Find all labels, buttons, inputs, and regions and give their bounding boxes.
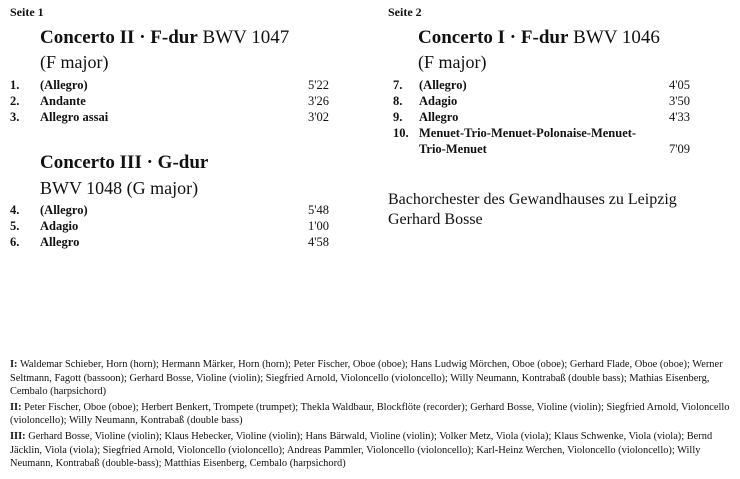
track-title: Andante [40,94,86,108]
concerto-1-subtitle: (F major) [418,52,487,72]
track-title: Allegro assai [40,110,109,124]
track-duration: 5'22 [307,78,329,92]
concerto-3-subtitle: BWV 1048 (G major) [40,178,199,198]
track-duration: 3'50 [668,94,690,108]
concerto-1-title [418,27,660,49]
credits-concerto-3 [10,430,732,471]
track-number: 10. [393,126,409,140]
track-row [10,109,329,125]
orchestra-name: Bachorchester des Gewandhauses zu Leipzig [388,191,677,208]
track-number: 6. [10,235,20,249]
conductor-name: Gerhard Bosse [388,211,483,228]
track-duration: 3'02 [307,110,329,124]
track-title: Adagio [40,219,79,233]
track-duration: 4'58 [307,235,329,249]
performers [388,190,677,230]
concerto-2-title [40,27,289,49]
track-title: Allegro [419,110,459,124]
side2-label: Seite 2 [388,5,422,19]
track-duration: 4'05 [668,78,690,92]
concerto-2-subtitle: (F major) [40,52,109,72]
track-duration: 3'26 [307,94,329,108]
credits-concerto-1 [10,358,732,399]
track-title: Trio-Menuet [419,142,487,156]
concerto-1-tracks [393,77,690,157]
track-duration: 7'09 [668,142,690,156]
track-title: (Allegro) [419,78,467,92]
concerto-2-catalog: BWV 1047 [202,27,290,48]
credits-label: I: [10,359,18,370]
track-number: 9. [393,110,403,124]
concerto-2-tracks [10,77,329,125]
concerto-1-catalog: BWV 1046 [573,27,660,48]
credits-label: III: [10,430,26,442]
track-title: Menuet-Trio-Menuet-Polonaise-Menuet- [419,126,637,140]
credits-text: Peter Fischer, Oboe (oboe); Herbert Benkert, Trompete (trumpet); Thekla Waldbaur, Blockflöte (recorder); Gerhard Bosse, Violine (violin); Siegfried Arnold, Violoncello (violoncello); Willy Neumann, Kontrabaß (double bass) [10,401,730,427]
track-row [10,202,329,218]
track-row [393,141,690,157]
track-row [10,93,329,109]
concerto-3-title [40,152,208,174]
track-number: 8. [393,94,403,108]
track-number: 3. [10,110,20,124]
track-number: 2. [10,94,20,108]
track-title: (Allegro) [40,78,88,92]
track-duration: 4'33 [668,110,690,124]
concerto-1-name: Concerto I · F-dur [418,27,569,48]
credits-text: Waldemar Schieber, Horn (horn); Hermann Märker, Horn (horn); Peter Fischer, Oboe (oboe); Hans Ludwig Mörchen, Oboe (oboe); Gerhard Flade, Oboe (oboe); Werner Seltmann, Fagott (bassoon); Gerhard Bosse, Violine (violin); Siegfried Arnold, Violoncello (violoncello); Willy Neumann, Kontrabaß (double bass); Mathias Eisenberg, Cembalo (harpsichord) [10,359,723,398]
concerto-2-name: Concerto II · F-dur [40,27,198,48]
concerto-3-name: Concerto III · G-dur [40,152,209,173]
credits-text: Gerhard Bosse, Violine (violin); Klaus Hebecker, Violine (violin); Hans Bärwald, Violine (violin); Volker Metz, Viola (viola); Klaus Schwenke, Viola (viola); Bernd Jäcklin, Viola (viola); Siegfried Arnold, Violoncello (violoncello); Andreas Pammler, Violoncello (violoncello); Karl-Heinz Werchen, Violoncello (violoncello); Willy Neumann, Kontrabaß (double-bass); Matthias Eisenberg, Cembalo (harpsichord) [10,430,713,470]
track-duration: 1'00 [307,219,329,233]
track-row [10,234,329,250]
track-number: 5. [10,219,20,233]
track-row [393,77,690,93]
credits-concerto-2 [10,401,732,428]
track-row [393,125,690,141]
track-duration: 5'48 [307,203,329,217]
track-row [393,93,690,109]
track-row [10,77,329,93]
concerto-3-tracks [10,202,329,250]
track-title: Allegro [40,235,80,249]
track-title: Adagio [419,94,458,108]
credits-label: II: [10,401,22,413]
track-row [393,109,690,125]
side1-label: Seite 1 [10,5,44,19]
track-number: 1. [10,78,20,92]
track-number: 7. [393,78,403,92]
credits [10,358,732,473]
track-row [10,218,329,234]
track-number: 4. [10,203,20,217]
track-title: (Allegro) [40,203,88,217]
